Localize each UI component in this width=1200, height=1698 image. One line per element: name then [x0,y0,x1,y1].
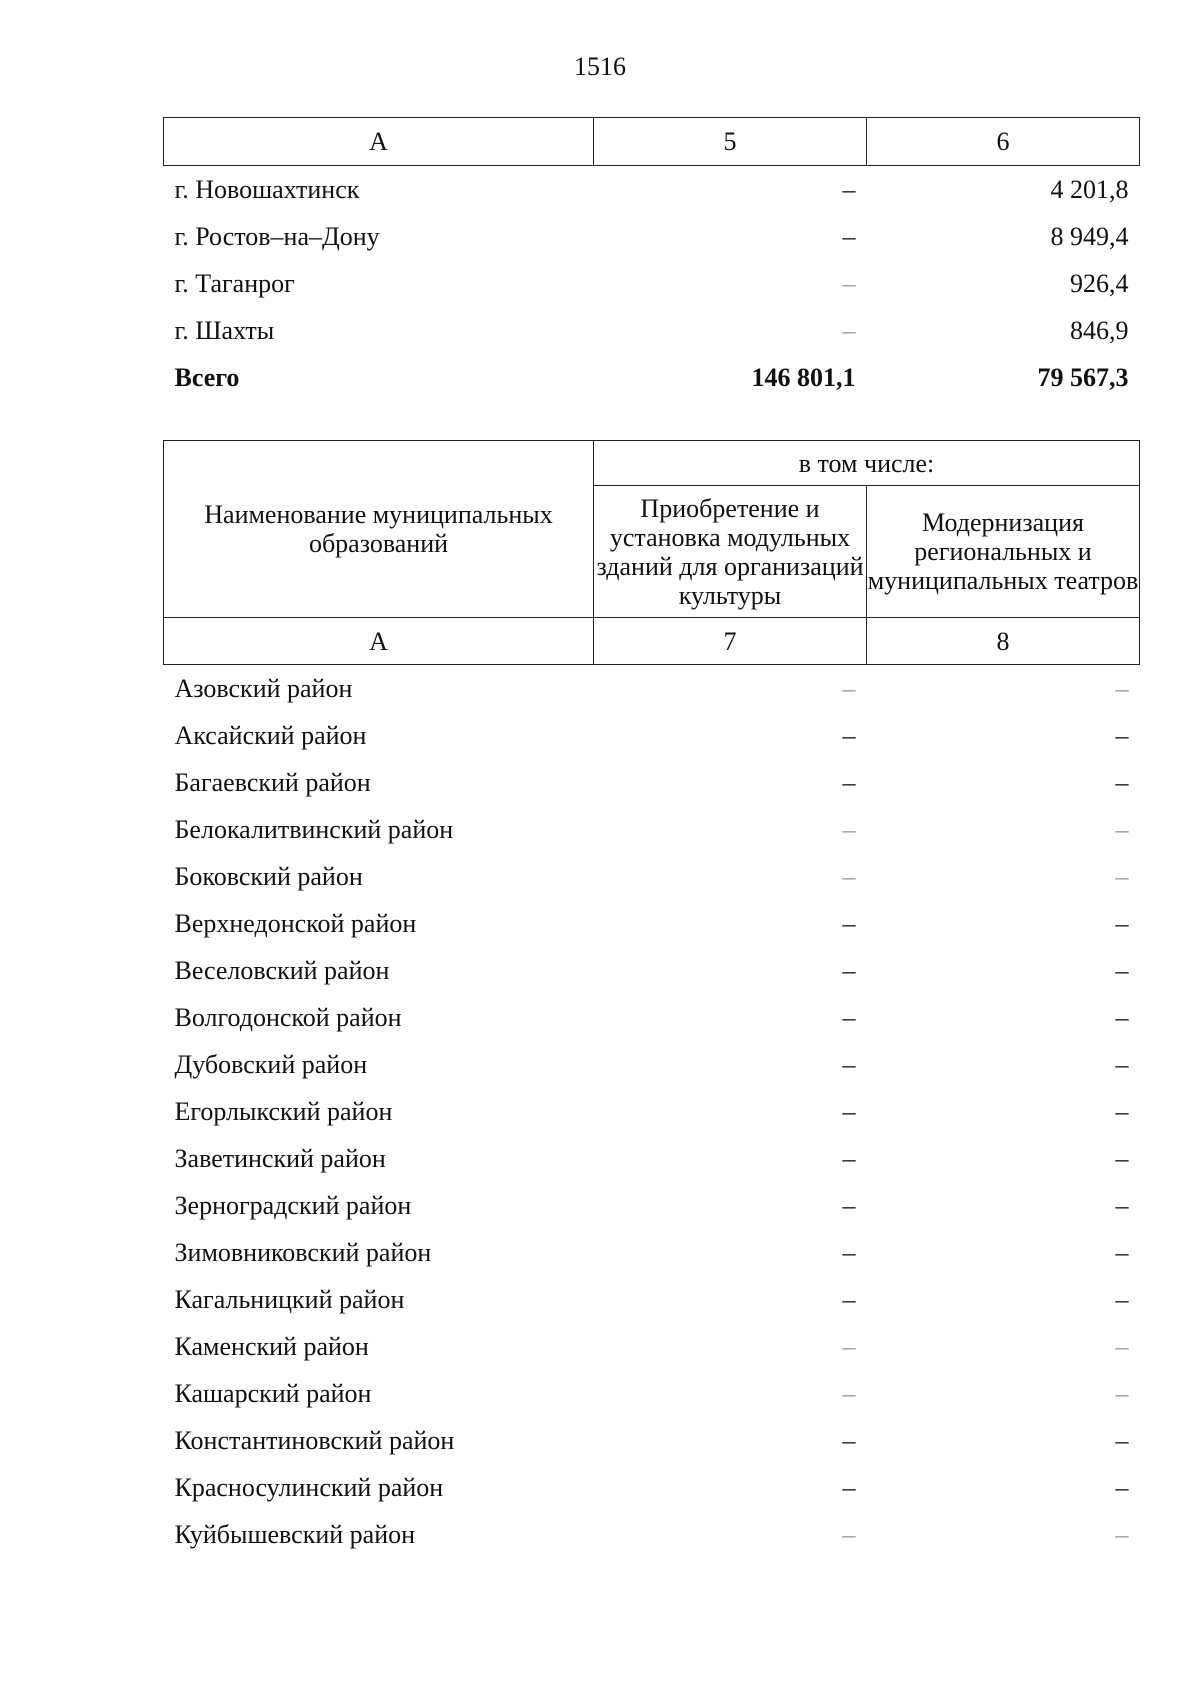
col7-value: – [842,720,856,750]
col5-value: – [842,268,856,298]
table-row [164,1276,1140,1323]
municipality-name: Веселовский район [174,955,390,985]
theatres-modernization-header: Модернизация региональных и муниципальных театров [867,486,1140,618]
municipality-name: Дубовский район [174,1049,368,1079]
table-row [164,1417,1140,1464]
col8-value: – [1115,1519,1129,1549]
col7-value: – [842,1378,856,1408]
table-row [164,1135,1140,1182]
col8-value: – [1115,1331,1129,1361]
col7-value: – [842,1190,856,1220]
total-col5: 146 801,1 [751,362,856,392]
col8-value: – [1115,1425,1129,1455]
table-row [164,994,1140,1041]
table-row [164,1370,1140,1417]
index-7: 7 [594,618,867,665]
municipality-name: Багаевский район [174,767,371,797]
col7-value: – [842,1096,856,1126]
col8-value: – [1115,1096,1129,1126]
col8-value: – [1115,767,1129,797]
table-row [164,1041,1140,1088]
total-label: Всего [174,362,240,392]
municipality-name: Верхнедонской район [174,908,417,938]
col8-value: – [1115,1190,1129,1220]
table-row [164,1229,1140,1276]
col7-value: – [842,1284,856,1314]
municipality-name: Кашарский район [174,1378,372,1408]
col8-value: – [1115,1472,1129,1502]
table1-header-a: А [164,118,594,166]
municipality-name: Красносулинский район [174,1472,444,1502]
col6-value: 8 949,4 [1050,221,1129,251]
index-a: А [164,618,594,665]
col7-value: – [842,1237,856,1267]
col7-value: – [842,767,856,797]
col8-value: – [1115,861,1129,891]
index-8: 8 [867,618,1140,665]
municipality-name: Волгодонской район [174,1002,402,1032]
municipality-name: Аксайский район [174,720,367,750]
col6-value: 4 201,8 [1050,174,1129,204]
table-row [164,1088,1140,1135]
col7-value: – [842,1472,856,1502]
col5-value: – [842,315,856,345]
municipality-name: Боковский район [174,861,363,891]
col7-value: – [842,955,856,985]
col6-value: 846,9 [1070,315,1129,345]
col5-value: – [842,174,856,204]
table-row [164,665,1140,713]
page-number: 1516 [574,52,626,81]
municipality-name: Каменский район [174,1331,369,1361]
table-row [164,307,1140,354]
table-row [164,853,1140,900]
col8-value: – [1115,1378,1129,1408]
municipality-name: Куйбышевский район [174,1519,416,1549]
col8-value: – [1115,908,1129,938]
table-row [164,759,1140,806]
col8-value: – [1115,1143,1129,1173]
col7-value: – [842,673,856,703]
table-row [164,1182,1140,1229]
col7-value: – [842,1049,856,1079]
col8-value: – [1115,1284,1129,1314]
col7-value: – [842,1519,856,1549]
table2-index-row [164,618,1140,665]
table-row [164,806,1140,853]
table-row [164,260,1140,307]
municipality-name: Егорлыкский район [174,1096,393,1126]
table-row [164,1464,1140,1511]
municipality-name: Заветинский район [174,1143,386,1173]
municipality-name: Белокалитвинский район [174,814,454,844]
municipality-name: Зерноградский район [174,1190,412,1220]
total-row [164,354,1140,401]
municipality-name: г. Ростов–на–Дону [174,221,380,251]
budget-table-cols-5-6 [163,117,1140,401]
col6-value: 926,4 [1070,268,1129,298]
col8-value: – [1115,1049,1129,1079]
col8-value: – [1115,720,1129,750]
municipality-name: Зимовниковский район [174,1237,432,1267]
col7-value: – [842,861,856,891]
municipality-name: г. Новошахтинск [174,174,360,204]
table-row [164,947,1140,994]
table-row [164,712,1140,759]
modular-buildings-header: Приобретение и установка модульных зданий для организаций культуры [594,486,867,618]
col7-value: – [842,1331,856,1361]
table2-header-row-1 [164,441,1140,486]
table-row [164,900,1140,947]
col7-value: – [842,1425,856,1455]
municipality-name: Константиновский район [174,1425,455,1455]
table-row [164,1323,1140,1370]
col5-value: – [842,221,856,251]
budget-table-cols-7-8 [163,440,1140,1558]
table1-header-row [164,118,1140,166]
municipality-name: г. Шахты [174,315,275,345]
col7-value: – [842,908,856,938]
table-row [164,213,1140,260]
total-col6: 79 567,3 [1037,362,1129,392]
municipality-name: г. Таганрог [174,268,295,298]
col8-value: – [1115,1002,1129,1032]
municipality-name: Кагальницкий район [174,1284,405,1314]
municipality-header: Наименование муниципальных образований [164,441,594,618]
col7-value: – [842,1143,856,1173]
col8-value: – [1115,1237,1129,1267]
table1-header-6: 6 [867,118,1140,166]
table1-header-5: 5 [594,118,867,166]
col8-value: – [1115,955,1129,985]
municipality-name: Азовский район [174,673,353,703]
col7-value: – [842,814,856,844]
col8-value: – [1115,673,1129,703]
table-row [164,1511,1140,1558]
table-row [164,166,1140,214]
col8-value: – [1115,814,1129,844]
including-header: в том числе: [594,441,1140,486]
col7-value: – [842,1002,856,1032]
